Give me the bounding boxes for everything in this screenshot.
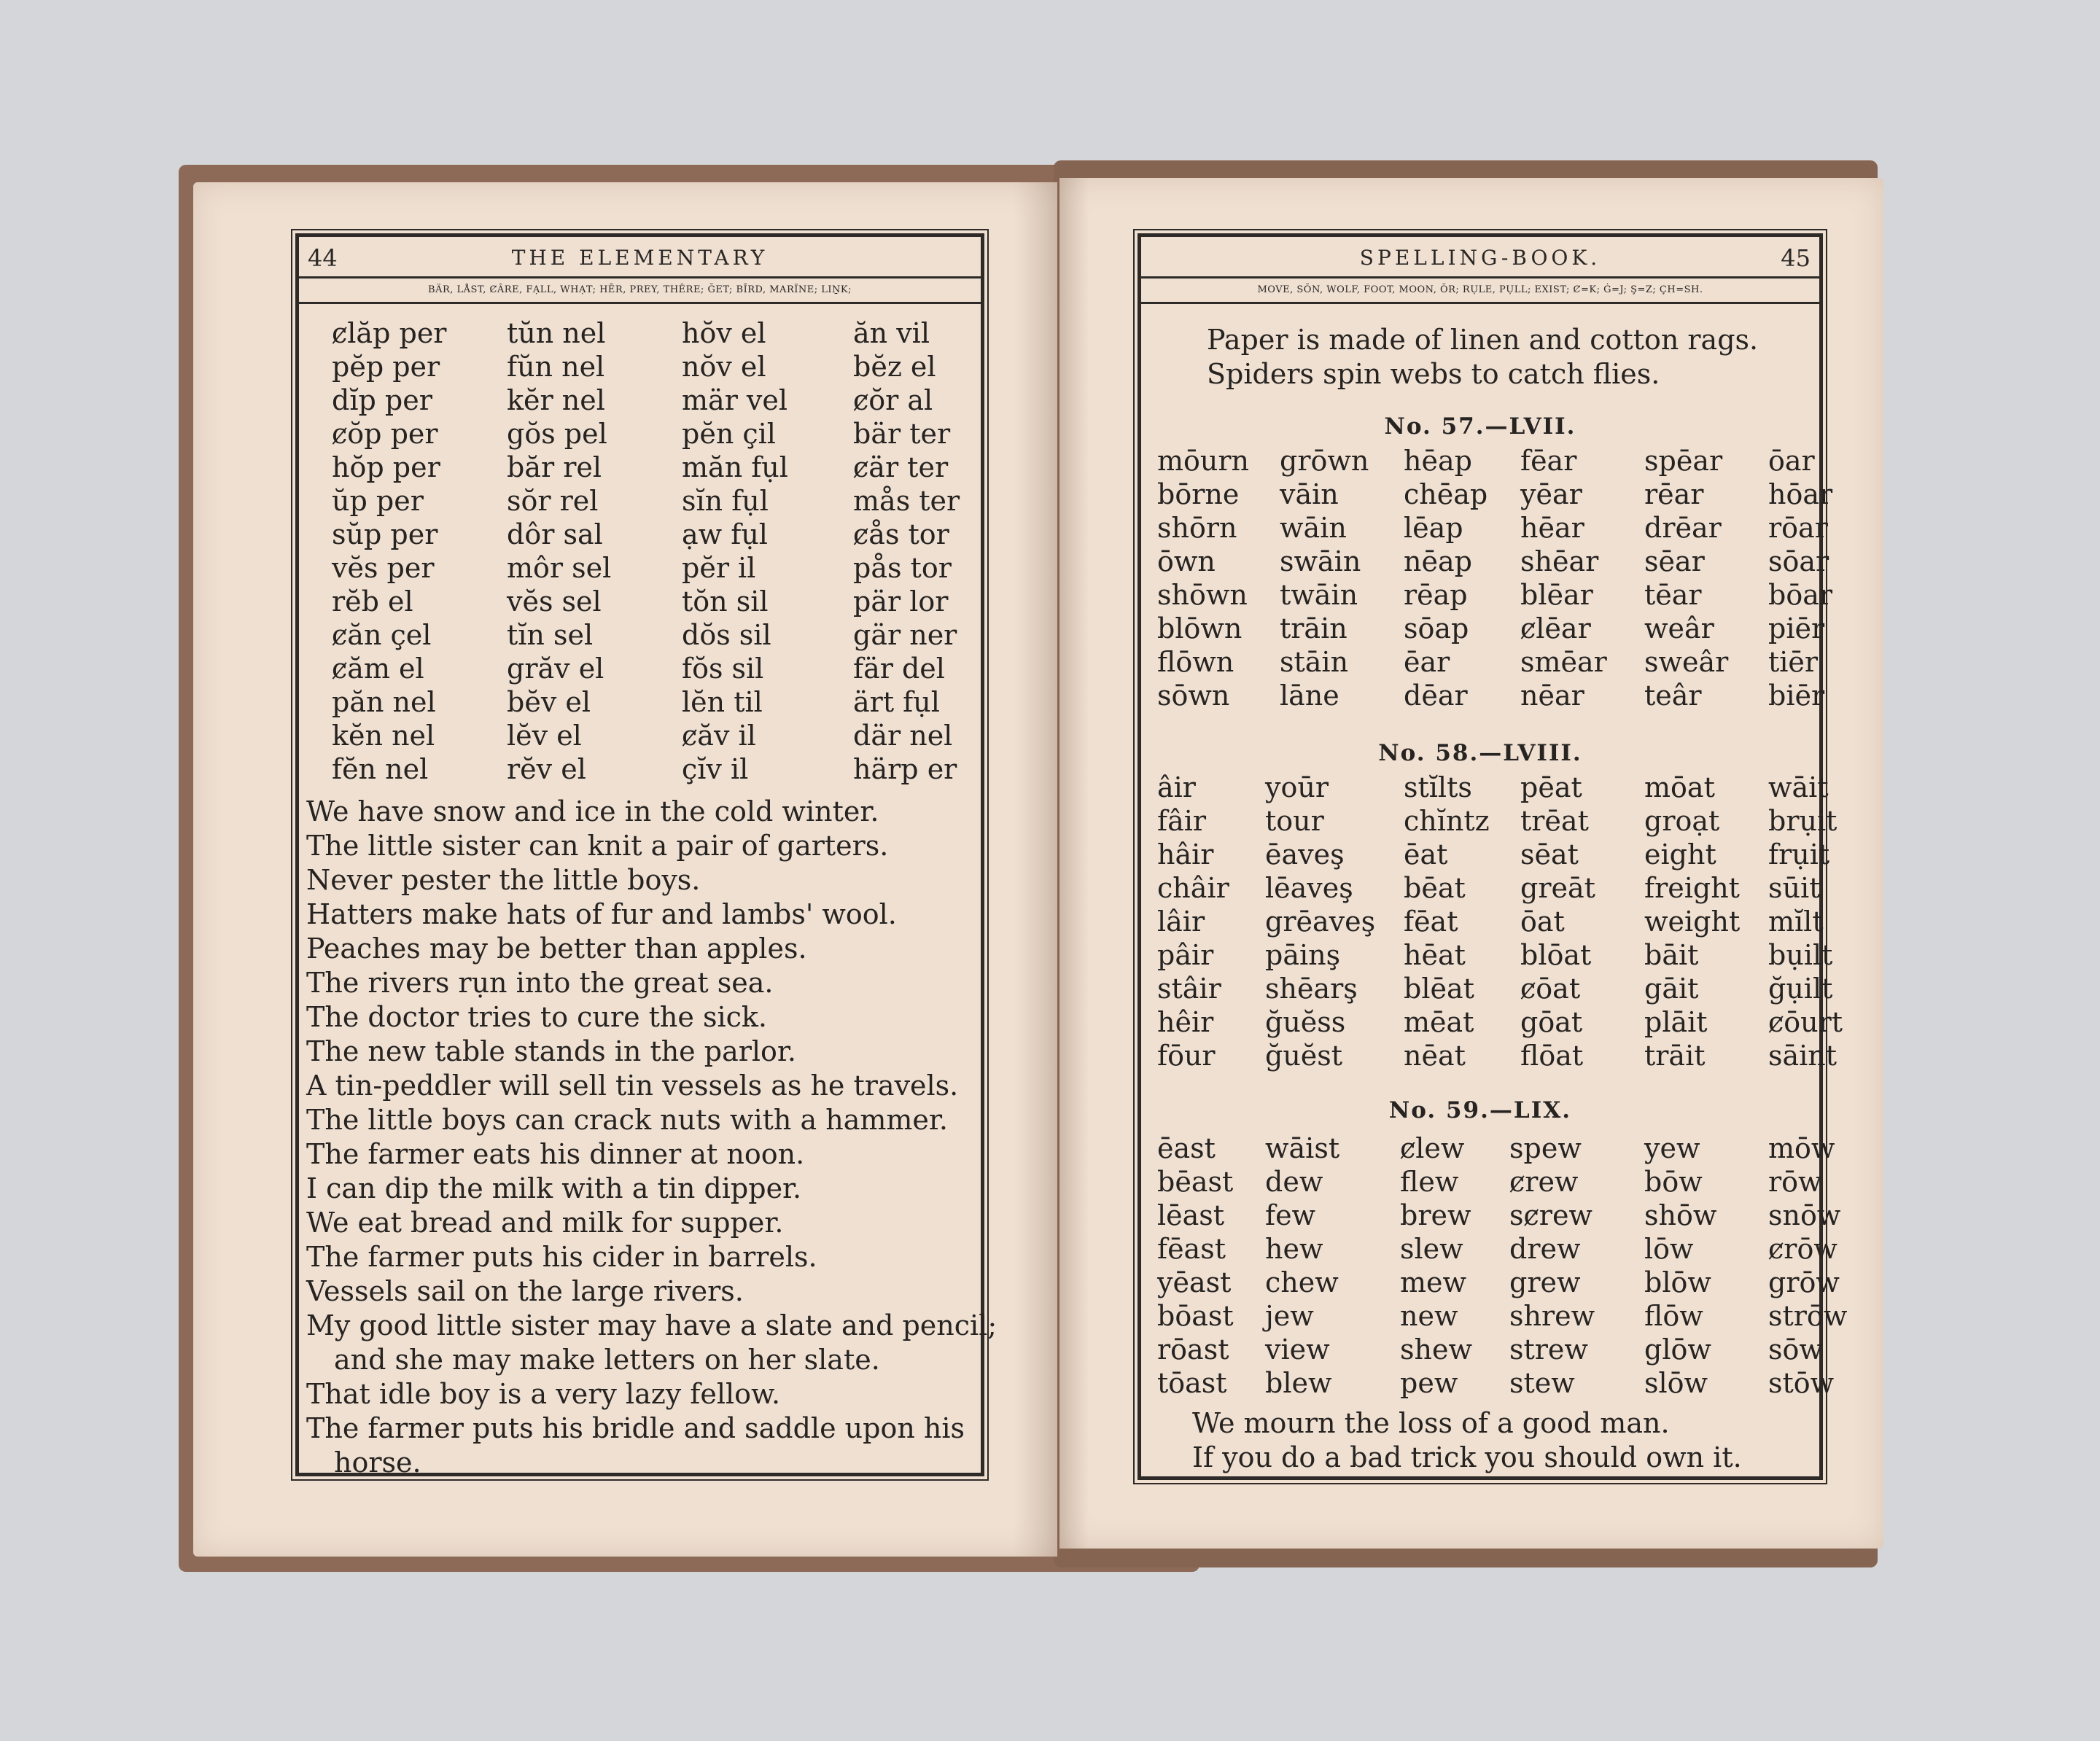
table-row [1141,939,1833,973]
table-row [1141,1300,1848,1333]
right-intro-sentences [1199,323,1819,392]
spelling-word: tŏn sil [682,585,769,618]
table-row [299,552,981,585]
left-pronunciation-key: BÄR, LÅST, ȻÂRE, FẠLL, WHẠT; HĒR, PREY, THÊRE; ĞET; BĪRD, MARÏNE; LIṈK; [299,279,981,304]
spelling-word: băr rel [507,451,602,483]
spelling-word: pew [1400,1367,1458,1399]
spelling-word: vĕs per [332,552,435,584]
left-running-title: THE ELEMENTARY [511,246,769,270]
spelling-word: dĭp per [332,384,432,416]
spelling-word: sēar [1644,545,1705,577]
spelling-word: bĕz el [853,351,936,383]
right-running-title: SPELLING-BOOK. [1359,246,1601,270]
spelling-word: grēaveş [1265,905,1376,938]
spelling-word: shēar [1520,545,1599,577]
spelling-word: fâir [1157,805,1207,837]
spelling-word: ȼrōw [1768,1233,1838,1265]
spelling-word: tiēr [1768,646,1819,678]
sentence-line: horse. [334,1446,421,1479]
lesson-57-title: No. 57.—LVII. [1384,413,1576,440]
spelling-word: pâir [1157,939,1214,971]
spelling-word: ōar [1768,445,1815,477]
spelling-word: piēr [1768,612,1825,644]
spelling-word: bōast [1157,1300,1234,1332]
table-row [1141,872,1819,905]
spelling-word: ȼōurt [1768,1006,1843,1038]
sentence-line: My good little sister may have a slate and pencil; [306,1309,998,1341]
spelling-word: fēar [1520,445,1577,477]
spelling-word: ärt fụl [853,686,940,718]
spelling-word: hew [1265,1233,1323,1265]
spelling-word: rĕb el [332,585,413,618]
spelling-word: brew [1400,1199,1471,1231]
table-row [299,418,981,451]
spelling-word: ăn vil [853,317,930,349]
table-row [1141,512,1828,545]
spelling-word: ēaveş [1265,838,1345,870]
table-row [1141,545,1829,579]
spelling-word: mōat [1644,771,1715,803]
spelling-word: kĕn nel [332,720,435,752]
table-row [1141,838,1830,872]
spelling-word: sŏr rel [507,485,599,517]
spelling-word: lĕv el [507,720,582,752]
spelling-word: view [1265,1333,1330,1366]
spelling-word: grew [1509,1266,1581,1298]
spelling-word: lēast [1157,1199,1225,1231]
sentence-line: Peaches may be better than apples. [306,932,807,965]
spelling-word: tour [1265,805,1324,837]
spelling-word: wāist [1265,1132,1340,1164]
spelling-word: tōast [1157,1367,1227,1399]
spelling-word: hēap [1404,445,1472,477]
sentence-line: The farmer puts his bridle and saddle upon his [306,1412,965,1444]
spelling-word: bōw [1644,1166,1703,1198]
spelling-word: dew [1265,1166,1323,1198]
spelling-word: hêir [1157,1006,1214,1038]
right-closing-sentences [1185,1406,1819,1475]
table-row [299,753,981,787]
spelling-word: fēat [1404,905,1458,938]
spelling-word: swāin [1280,545,1361,577]
table-row [1141,905,1824,939]
spelling-word: fŭn nel [507,351,605,383]
spelling-word: mås ter [853,485,960,517]
spelling-word: grōw [1768,1266,1840,1298]
spelling-word: weâr [1644,612,1714,644]
spelling-word: mew [1400,1266,1467,1298]
spelling-word: hēar [1520,512,1584,544]
spelling-word: jew [1265,1300,1314,1332]
table-row [299,317,981,351]
spelling-word: ȼlēar [1520,612,1591,644]
spelling-word: bĕv el [507,686,591,718]
spelling-word: mōurn [1157,445,1250,477]
spelling-word: flōat [1520,1040,1584,1072]
spelling-word: blew [1265,1367,1332,1399]
right-page-number: 45 [1781,244,1811,272]
spelling-word: ȼås tor [853,518,949,550]
spelling-word: sāint [1768,1040,1838,1072]
spelling-word: sōap [1404,612,1469,644]
table-row [1141,1266,1840,1300]
spelling-word: ŭp per [332,485,424,517]
sentence-line: That idle boy is a very lazy fellow. [306,1378,781,1410]
table-row [1141,1132,1835,1166]
spelling-word: gāit [1644,973,1699,1005]
spelling-word: trāit [1644,1040,1706,1072]
spelling-word: fär del [853,653,945,685]
spelling-word: fŏs sil [682,653,764,685]
table-row [1141,1166,1822,1199]
spelling-word: mōw [1768,1132,1835,1164]
sentence-line: Vessels sail on the large rivers. [306,1275,744,1307]
sentence-line: The doctor tries to cure the sick. [306,1001,767,1033]
spelling-word: chēap [1404,478,1488,510]
lesson-59-table [1141,1132,1848,1401]
left-page-number: 44 [308,244,338,272]
spelling-word: sĭn fụl [682,485,769,517]
spelling-word: lĕn til [682,686,763,718]
spelling-word: ȼăn çel [332,619,432,651]
sentence-line: and she may make letters on her slate. [334,1344,880,1376]
lesson-59-title: No. 59.—LIX. [1388,1097,1572,1123]
spelling-word: shēarş [1265,973,1358,1005]
spelling-word: flew [1400,1166,1459,1198]
spelling-word: frụit [1768,838,1830,870]
spelling-word: măn fụl [682,451,788,483]
spelling-word: ȼăm el [332,653,424,685]
spelling-word: yew [1644,1132,1700,1164]
sentence-line: The rivers rụn into the great sea. [306,967,774,999]
spelling-word: sȼrew [1509,1199,1592,1231]
spelling-word: pär lor [853,585,949,618]
sentence-line: We eat bread and milk for supper. [306,1207,784,1239]
spelling-word: ğuĕst [1265,1040,1343,1072]
spelling-word: rĕv el [507,753,586,785]
right-running-header [1141,237,1819,279]
spelling-word: nēar [1520,679,1584,712]
table-row [299,686,981,720]
spelling-word: ȼŏr al [853,384,933,416]
spelling-word: ȼŏp per [332,418,438,450]
table-row [299,384,981,418]
table-row [1141,1333,1823,1367]
spelling-word: păn nel [332,686,436,718]
table-row [299,451,981,485]
spelling-word: teâr [1644,679,1702,712]
table-row [299,485,981,518]
spelling-word: tēar [1644,579,1702,611]
spelling-word: wāit [1768,771,1829,803]
spelling-word: ȼăv il [682,720,756,752]
spelling-word: flōw [1644,1300,1703,1332]
spelling-word: yēar [1520,478,1582,510]
spelling-word: dôr sal [507,518,603,550]
spelling-word: stew [1509,1367,1575,1399]
spelling-word: ȼär ter [853,451,949,483]
spelling-word: bōar [1768,579,1833,611]
spelling-word: dēar [1404,679,1468,712]
spelling-word: drew [1509,1233,1581,1265]
table-row [1141,1233,1838,1266]
spelling-word: snōw [1768,1199,1841,1231]
spelling-word: ạw fụl [682,518,768,550]
spelling-word: freight [1644,872,1740,904]
spelling-word: bāit [1644,939,1699,971]
spelling-word: chew [1265,1266,1339,1298]
spelling-word: hŏv el [682,317,766,349]
spelling-word: lēap [1404,512,1463,544]
spelling-word: çĭv il [682,753,749,785]
spelling-word: grăv el [507,653,604,685]
spelling-word: rēap [1404,579,1468,611]
spelling-word: ōwn [1157,545,1216,577]
spelling-word: gŏs pel [507,418,607,450]
sentence-line: If you do a bad trick you should own it. [1192,1441,1742,1473]
table-row [1141,973,1833,1006]
left-sentences [299,795,998,1480]
spelling-word: twāin [1280,579,1358,611]
spelling-word: kĕr nel [507,384,605,416]
spelling-word: strew [1509,1333,1588,1366]
spelling-word: pĕn çil [682,418,776,450]
table-row [1141,679,1825,713]
table-row [299,585,981,619]
spelling-word: ōat [1520,905,1565,938]
spelling-word: greāt [1520,872,1595,904]
spelling-word: blōwn [1157,612,1242,644]
table-row [299,351,981,384]
spelling-word: weight [1644,905,1741,938]
spelling-word: shōwn [1157,579,1248,611]
spelling-word: shōrn [1157,512,1237,544]
spelling-word: sweâr [1644,646,1729,678]
sentence-line: The new table stands in the parlor. [306,1035,796,1067]
spelling-word: härp er [853,753,957,785]
spelling-word: ȼōat [1520,973,1581,1005]
spelling-word: tŭn nel [507,317,606,349]
table-row [1141,646,1819,679]
spelling-word: bēast [1157,1166,1234,1198]
spelling-word: stāin [1280,646,1349,678]
spelling-word: ȼrew [1509,1166,1579,1198]
spelling-word: pēat [1520,771,1582,803]
spelling-word: yoūr [1265,771,1329,803]
spelling-word: tĭn sel [507,619,594,651]
spelling-word: stâir [1157,973,1221,1005]
spelling-word: gär ner [853,619,957,651]
spelling-word: shrew [1509,1300,1595,1332]
spelling-word: sēat [1520,838,1579,870]
spelling-word: nŏv el [682,351,766,383]
spelling-word: lāne [1280,679,1339,712]
spelling-word: biēr [1768,679,1825,712]
spelling-word: shew [1400,1333,1472,1366]
spelling-word: trēat [1520,805,1589,837]
spelling-word: stōw [1768,1367,1835,1399]
sentence-line: We mourn the loss of a good man. [1192,1407,1670,1439]
spelling-word: fēast [1157,1233,1226,1265]
spelling-word: mär vel [682,384,788,416]
sentence-line: The little sister can knit a pair of garters. [306,830,889,862]
spelling-word: hōar [1768,478,1833,510]
table-row [299,518,981,552]
spelling-word: few [1265,1199,1316,1231]
spelling-word: smēar [1520,646,1607,678]
spelling-word: sōwn [1157,679,1230,712]
spelling-word: ȼlew [1400,1132,1465,1164]
open-book [179,160,1899,1582]
spelling-word: spēar [1644,445,1723,477]
spelling-word: bụilt [1768,939,1833,971]
spelling-word: rōw [1768,1166,1822,1198]
spelling-word: hēat [1404,939,1466,971]
spelling-word: spew [1509,1132,1582,1164]
sentence-line: The farmer eats his dinner at noon. [306,1138,805,1170]
spelling-word: ȼlăp per [332,317,447,349]
sentence-line: Hatters make hats of fur and lambs' wool. [306,898,897,930]
spelling-word: eight [1644,838,1716,870]
table-row [1141,805,1838,838]
spelling-word: rēar [1644,478,1704,510]
spelling-word: hâir [1157,838,1214,870]
spelling-word: lēaveş [1265,872,1353,904]
spelling-word: plāit [1644,1006,1708,1038]
spelling-word: wāin [1280,512,1347,544]
spelling-word: strōw [1768,1300,1848,1332]
spelling-word: bēat [1404,872,1466,904]
spelling-word: lâir [1157,905,1205,938]
spelling-word: châir [1157,872,1229,904]
spelling-word: blōat [1520,939,1592,971]
spelling-word: drēar [1644,512,1722,544]
spelling-word: ğuĕss [1265,1006,1346,1038]
left-running-header [299,237,981,279]
lesson-57-table [1141,445,1833,713]
spelling-word: glōw [1644,1333,1711,1366]
sentence-line: Never pester the little boys. [306,864,701,896]
left-word-table [299,317,981,787]
spelling-word: ēat [1404,838,1448,870]
spelling-word: vāin [1280,478,1339,510]
spelling-word: hŏp per [332,451,440,483]
sentence-line: Paper is made of linen and cotton rags. [1207,324,1759,356]
spelling-word: bär ter [853,418,951,450]
spelling-word: nēap [1404,545,1472,577]
spelling-word: mĭlt [1768,905,1824,938]
table-row [1141,1367,1835,1401]
spelling-word: rōast [1157,1333,1229,1366]
spelling-word: new [1400,1300,1458,1332]
spelling-word: âir [1157,771,1196,803]
spelling-word: nēat [1404,1040,1466,1072]
spelling-word: shōw [1644,1199,1717,1231]
spelling-word: sŭp per [332,518,438,550]
spelling-word: môr sel [507,552,612,584]
spelling-word: pås tor [853,552,952,584]
sentence-line: The little boys can crack nuts with a hammer. [306,1104,948,1136]
spelling-word: flōwn [1157,646,1234,678]
sentence-line: The farmer puts his cider in barrels. [306,1241,817,1273]
lesson-58-table [1141,771,1843,1073]
table-row [1141,1040,1838,1073]
table-row [1141,478,1833,512]
table-row [1141,612,1825,646]
spelling-word: pĕr il [682,552,756,584]
spelling-word: sōar [1768,545,1829,577]
spelling-word: slew [1400,1233,1463,1265]
table-row [1141,1199,1841,1233]
spelling-word: gōat [1520,1006,1583,1038]
spelling-word: ğụilt [1768,973,1833,1005]
spelling-word: fĕn nel [332,753,429,785]
spelling-word: bōrne [1157,478,1240,510]
spelling-word: brụit [1768,805,1838,837]
table-row [1141,771,1829,805]
spelling-word: yēast [1157,1266,1232,1298]
spelling-word: trāin [1280,612,1348,644]
right-pronunciation-key: MOVE, SŎN, WOLF, FOOT, MOON, ŎR; RỤLE, PỤLL; EXIST; Ȼ=K; Ġ=J; Ş=Z; ÇH=SH. [1141,279,1819,304]
spelling-word: blēat [1404,973,1474,1005]
spelling-word: dŏs sil [682,619,771,651]
spelling-word: sōw [1768,1333,1823,1366]
left-page-frame [295,233,998,1479]
table-row [299,653,981,686]
right-page-frame [1138,233,1848,1480]
spelling-word: chĭntz [1404,805,1490,837]
table-row [299,619,981,653]
spelling-word: pĕp per [332,351,440,383]
lesson-58-title: No. 58.—LVIII. [1378,740,1582,766]
table-row [299,720,981,753]
sentence-line: A tin-peddler will sell tin vessels as he travels. [306,1070,959,1102]
table-row [1141,445,1819,478]
spelling-word: där nel [853,720,953,752]
sentence-line: We have snow and ice in the cold winter. [306,795,879,827]
spelling-word: blēar [1520,579,1593,611]
table-row [1141,579,1833,612]
spelling-word: pāinş [1265,939,1341,971]
sentence-line: I can dip the milk with a tin dipper. [306,1172,802,1204]
sentence-line: Spiders spin webs to catch flies. [1207,358,1660,390]
spelling-word: stĭlts [1404,771,1472,803]
spelling-word: rōar [1768,512,1828,544]
spelling-word: vĕs sel [507,585,602,618]
spelling-word: mēat [1404,1006,1474,1038]
table-row [1141,1006,1843,1040]
spelling-word: slōw [1644,1367,1708,1399]
spelling-word: fōur [1157,1040,1216,1072]
spelling-word: grōwn [1280,445,1369,477]
spelling-word: groạt [1644,805,1720,837]
spelling-word: ēast [1157,1132,1216,1164]
spelling-word: sūit [1768,872,1821,904]
spelling-word: ēar [1404,646,1450,678]
spelling-word: lōw [1644,1233,1694,1265]
spelling-word: blōw [1644,1266,1711,1298]
